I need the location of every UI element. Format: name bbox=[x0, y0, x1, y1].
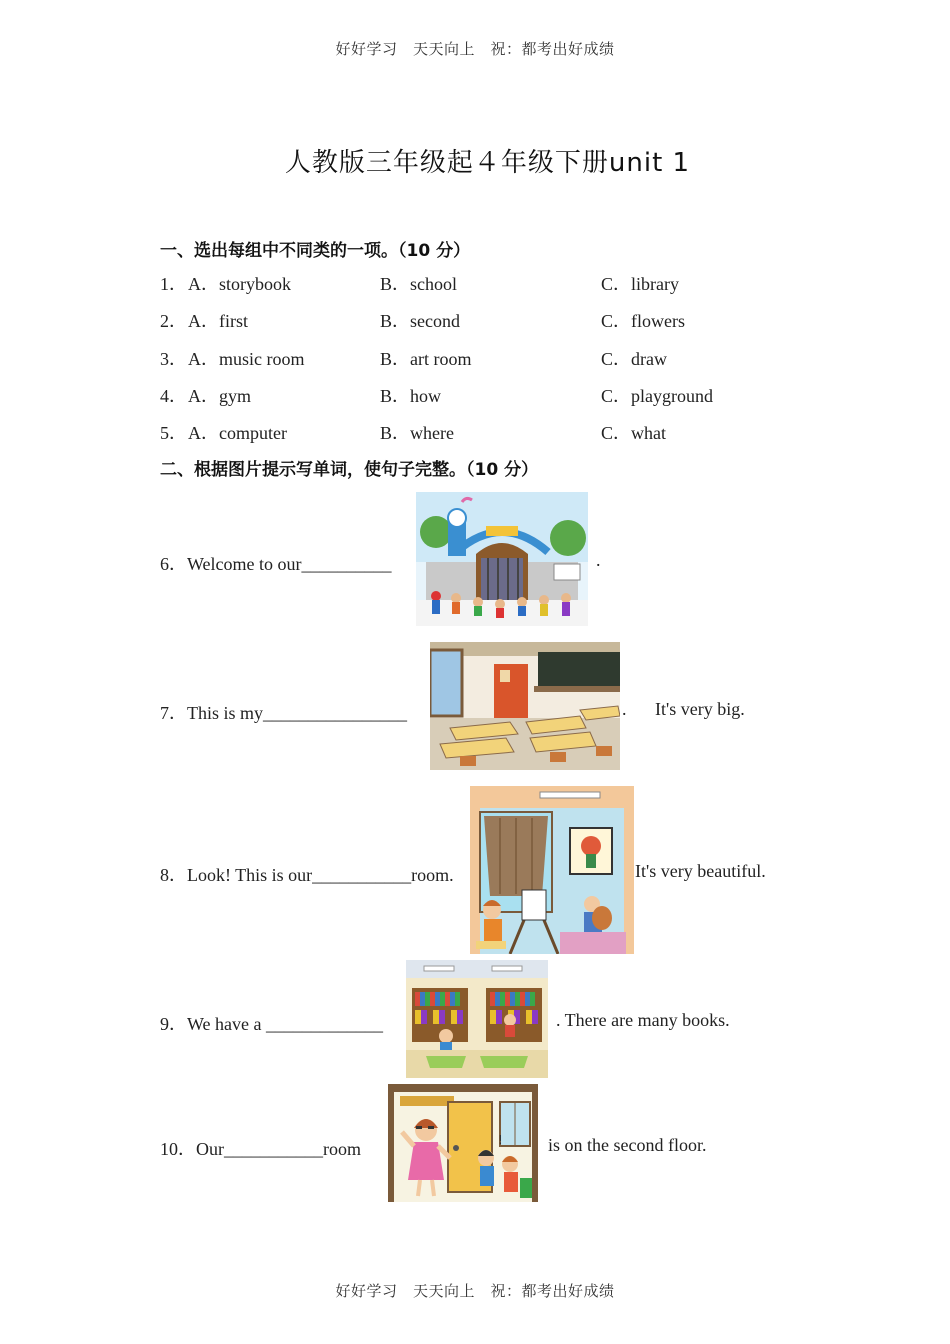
library-picture bbox=[406, 960, 548, 1078]
question-7-dot: . bbox=[622, 699, 627, 719]
question-1 bbox=[160, 270, 860, 296]
question-9-end: . There are many books. bbox=[556, 1010, 730, 1030]
option-c: C．library bbox=[601, 274, 679, 294]
question-6-text: 6．Welcome to our__________ bbox=[160, 554, 392, 574]
option-b: B．art room bbox=[380, 349, 472, 369]
option-a: A．gym bbox=[188, 386, 251, 406]
option-b: B．where bbox=[380, 423, 454, 443]
page-footer: 好好学习 天天向上 祝：都考出好成绩 bbox=[335, 1282, 615, 1300]
option-c: C．draw bbox=[601, 349, 667, 369]
question-number: 5． bbox=[160, 423, 187, 443]
question-7-text: 7．This is my________________ bbox=[160, 703, 408, 723]
section-2-heading: 二、根据图片提示写单词，使句子完整。（10 分） bbox=[160, 460, 539, 480]
option-a: A．first bbox=[188, 311, 248, 331]
option-c: C．playground bbox=[601, 386, 713, 406]
question-9-text: 9．We have a _____________ bbox=[160, 1014, 384, 1034]
question-5 bbox=[160, 419, 860, 445]
option-a: A．storybook bbox=[188, 274, 291, 294]
question-2 bbox=[160, 307, 860, 333]
option-b: B．second bbox=[380, 311, 460, 331]
question-number: 3． bbox=[160, 349, 187, 369]
option-b: B．school bbox=[380, 274, 458, 294]
question-8-text: 8．Look! This is our___________room. bbox=[160, 865, 454, 885]
svg-text:!: ! bbox=[498, 1133, 503, 1147]
teachers-office-picture bbox=[388, 1084, 538, 1202]
question-8-end: It's very beautiful. bbox=[635, 861, 766, 881]
art-room-picture bbox=[470, 786, 634, 954]
option-b: B．how bbox=[380, 386, 442, 406]
option-a: A．music room bbox=[188, 349, 305, 369]
school-gate-picture bbox=[416, 492, 588, 626]
classroom-picture bbox=[430, 642, 620, 770]
question-7-end: It's very big. bbox=[655, 699, 745, 719]
question-number: 1． bbox=[160, 274, 187, 294]
question-10-end: is on the second floor. bbox=[548, 1135, 707, 1155]
question-3 bbox=[160, 345, 860, 371]
option-a: A．computer bbox=[188, 423, 287, 443]
question-number: 4． bbox=[160, 386, 187, 406]
question-6-end: . bbox=[596, 550, 601, 570]
section-1-heading: 一、选出每组中不同类的一项。（10 分） bbox=[160, 241, 471, 261]
option-c: C．what bbox=[601, 423, 666, 443]
option-c: C．flowers bbox=[601, 311, 685, 331]
question-number: 2． bbox=[160, 311, 187, 331]
question-4 bbox=[160, 382, 860, 408]
page-header: 好好学习 天天向上 祝：都考出好成绩 bbox=[335, 40, 615, 58]
question-10-text: 10．Our___________room bbox=[160, 1139, 361, 1159]
document-title: 人教版三年级起４年级下册unit 1 bbox=[284, 148, 691, 178]
